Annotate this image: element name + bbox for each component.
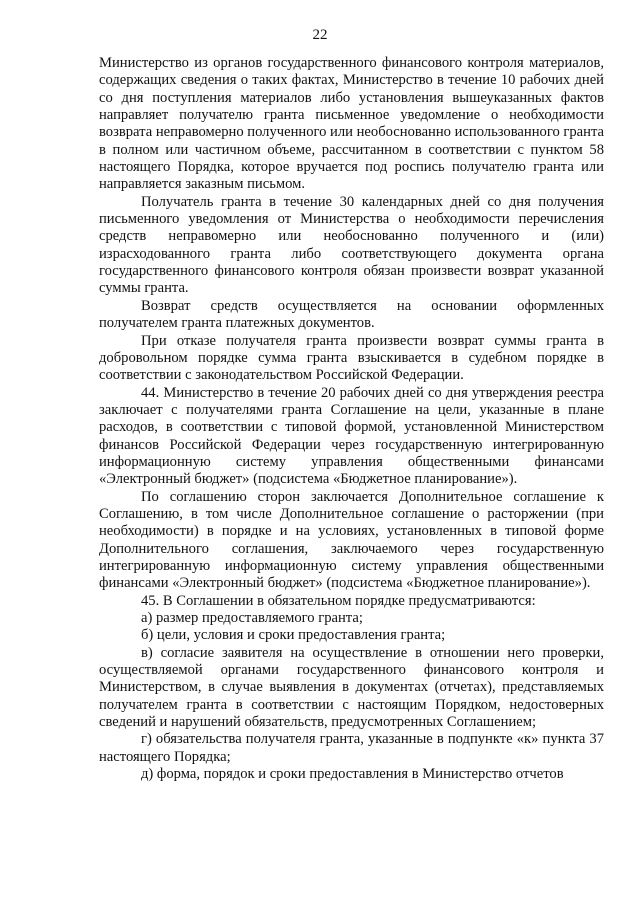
paragraph-item-45: 45. В Соглашении в обязательном порядке предусматриваются: <box>141 592 536 609</box>
list-item-d: д) форма, порядок и сроки предоставления в Министерство отчетов <box>141 766 564 783</box>
paragraph-court-recovery: При отказе получателя гранта произвести возврат суммы гранта в добровольном порядке сумма гранта взыскивается в судебном порядке в соответствии с законодательством Российской Федерации. <box>99 332 604 384</box>
paragraph-grant-return-deadline: Получатель гранта в течение 30 календарных дней со дня получения письменного уведомления от Министерства о необходимости перечисления средств неправомерно или необоснованно полученного и (или) израсходованного гранта либо соответствующего документа органа государственного финансового контроля обязан произвести возврат указанной суммы гранта. <box>99 193 604 297</box>
paragraph-return-payment: Возврат средств осуществляется на основании оформленных получателем гранта платежных документов. <box>99 297 604 332</box>
page-number: 22 <box>312 27 328 43</box>
list-item-g: г) обязательства получателя гранта, указанные в подпункте «к» пункта 37 настоящего Порядка; <box>99 731 604 765</box>
paragraph-continuation: Министерство из органов государственного финансового контроля материалов, содержащих сведения о таких фактах, Министерство в течение 10 рабочих дней со дня поступления материалов либо установления вышеуказанных фактов направляет получателю гранта письменное уведомление о необходимости возврата неправомерно полученного или необоснованно использованного гранта в полном или частичном объеме, рассчитанном в соответствии с пунктом 58 настоящего Порядка, которое вручается под роспись получателю гранта или направляется заказным письмом. <box>99 55 604 193</box>
paragraph-additional-agreement: По соглашению сторон заключается Дополнительное соглашение к Соглашению, в том числе Дополнительное соглашение о расторжении (при необходимости) в порядке и на условиях, установленных в типовой форме Дополнительного соглашения, заключаемого через государственную интегрированную информационную систему управления общественными финансами «Электронный бюджет» (подсистема «Бюджетное планирование»). <box>99 488 604 592</box>
list-item-v: в) согласие заявителя на осуществление в отношении него проверки, осуществляемой органами государственного финансового контроля и Министерством, в случае выявления в документах (отчетах), представляемых получателем гранта в соответствии с настоящим Порядком, недостоверных сведений и нарушений обязательств, предусмотренных Соглашением; <box>99 644 604 731</box>
list-item-b: б) цели, условия и сроки предоставления гранта; <box>141 627 446 644</box>
list-item-a: а) размер предоставляемого гранта; <box>141 610 363 626</box>
paragraph-item-44: 44. Министерство в течение 20 рабочих дней со дня утверждения реестра заключает с получателями гранта Соглашение на цели, указанные в плане расходов, в соответствии с типовой формой, установленной Министерством финансов Российской Федерации через государственную интегрированную информационную систему управления общественными финансами «Электронный бюджет» (подсистема «Бюджетное планирование»). <box>99 384 604 488</box>
document-body <box>99 55 604 783</box>
